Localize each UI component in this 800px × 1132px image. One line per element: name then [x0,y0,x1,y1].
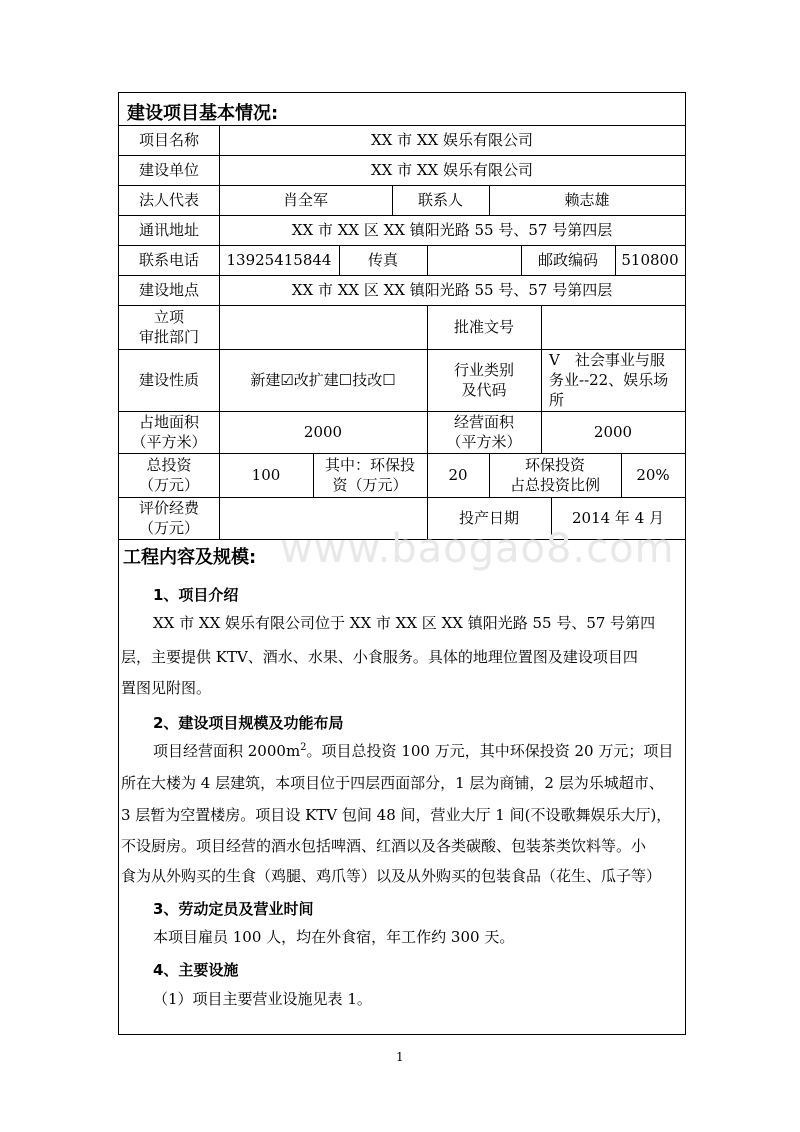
contact-value: 赖志雄 [564,191,610,209]
section-2-line-1b: 。项目总投资 100 万元，其中环保投资 20 万元；项目 [306,742,674,760]
env-inv-label-line1: 其中：环保投 [324,456,415,474]
nature-value: 新建☑改扩建☐技改☐ [250,371,396,389]
builder-label: 建设单位 [138,161,199,179]
section-2-line-4: 不设厨房。项目经营的酒水包括啤酒、红酒以及各类碳酸、包装茶类饮料等。小 [121,837,647,855]
section-1-line-2: 层，主要提供 KTV、酒水、水果、小食服务。具体的地理位置图及建设项目四 [121,648,638,666]
section-1-heading: 1、项目介绍 [153,586,239,604]
total-inv-value: 100 [251,466,281,484]
op-area-label-line1: 经营面积 [453,413,514,431]
env-ratio-value: 20% [636,466,670,484]
contact-label: 联系人 [417,191,463,209]
env-inv-value: 20 [448,466,468,484]
industry-label-line2: 及代码 [461,381,507,399]
approval-dept-label [119,305,219,349]
land-area-label [119,411,219,453]
nature-label: 建设性质 [138,371,199,389]
op-area-label [427,411,541,453]
section-4-heading: 4、主要设施 [153,961,239,979]
eval-fee-label-line1: 评价经费 [138,499,199,517]
fax-label: 传真 [367,251,398,269]
industry-value-line2: 务业--22、娱乐场 [549,371,669,389]
builder-value: XX 市 XX 娱乐有限公司 [370,161,534,179]
land-area-label-line2: （平方米） [131,433,207,451]
phone-label: 联系电话 [138,251,199,269]
total-inv-label [119,453,219,497]
industry-value-line3: 所 [549,391,565,409]
approval-dept-label-line1: 立项 [153,308,184,326]
fax-value [427,245,521,275]
postcode-label: 邮政编码 [537,251,598,269]
section-2-line-1 [153,736,673,766]
start-date-value: 2014 年 4 月 [571,509,665,527]
phone-value: 13925415844 [226,251,332,269]
approval-no-label: 批准文号 [453,318,514,336]
section-3-heading: 3、劳动定员及营业时间 [153,900,314,918]
project-name-value: XX 市 XX 娱乐有限公司 [370,131,534,149]
section-2-line-3: 3 层暂为空置楼房。项目设 KTV 包间 48 间，营业大厅 1 间(不设歌舞娱乐大厅)， [121,806,672,824]
content-title: 工程内容及规模: [123,547,257,568]
section-1-line-3: 置图见附图。 [121,679,212,697]
start-date-label: 投产日期 [458,509,519,527]
total-inv-label-line1: 总投资 [146,456,192,474]
total-inv-label-line2: （万元） [138,476,199,494]
op-area-label-line2: （平方米） [446,433,522,451]
env-ratio-label [489,453,621,497]
section-2-heading: 2、建设项目规模及功能布局 [153,714,344,732]
op-area-value: 2000 [593,423,633,441]
approval-dept-value [219,305,427,349]
legal-rep-value: 肖全军 [282,191,328,209]
env-ratio-label-line1: 环保投资 [524,456,585,474]
address-value: XX 市 XX 区 XX 镇阳光路 55 号、57 号第四层 [291,221,613,239]
approval-dept-label-line2: 审批部门 [138,328,199,346]
site-value: XX 市 XX 区 XX 镇阳光路 55 号、57 号第四层 [291,281,613,299]
industry-label-line1: 行业类别 [453,361,514,379]
postcode-value: 510800 [621,251,679,269]
approval-no-value [541,305,685,349]
env-inv-label [313,453,427,497]
superscript-2: 2 [300,742,307,753]
watermark: www.baogao8.com [280,526,675,572]
section-3-line-1: 本项目雇员 100 人，均在外食宿，年工作约 300 天。 [153,928,515,946]
legal-rep-label: 法人代表 [138,191,199,209]
industry-label [427,349,541,411]
basic-info-title: 建设项目基本情况: [127,103,279,124]
eval-fee-label [119,497,219,539]
section-1-line-1: XX 市 XX 娱乐有限公司位于 XX 市 XX 区 XX 镇阳光路 55 号、57 号第四 [153,614,656,632]
address-label: 通讯地址 [138,221,199,239]
section-4-line-1: （1）项目主要营业设施见表 1。 [153,990,372,1008]
land-area-label-line1: 占地面积 [138,413,199,431]
project-name-label: 项目名称 [138,131,199,149]
eval-fee-label-line2: （万元） [138,519,199,537]
page-number: 1 [396,1050,404,1064]
env-ratio-label-line2: 占总投资比例 [509,476,600,494]
site-label: 建设地点 [138,281,199,299]
section-2-line-2: 所在大楼为 4 层建筑，本项目位于四层西面部分，1 层为商铺，2 层为乐城超市、 [121,774,664,792]
industry-value [541,349,685,411]
industry-value-line1: V 社会事业与服 [549,351,665,369]
section-2-line-5: 食为从外购买的生食（鸡腿、鸡爪等）以及从外购买的包装食品（花生、瓜子等） [121,867,662,885]
section-2-line-1a: 项目经营面积 2000m [153,742,301,760]
land-area-value: 2000 [303,423,343,441]
env-inv-label-line2: 资（万元） [332,476,408,494]
